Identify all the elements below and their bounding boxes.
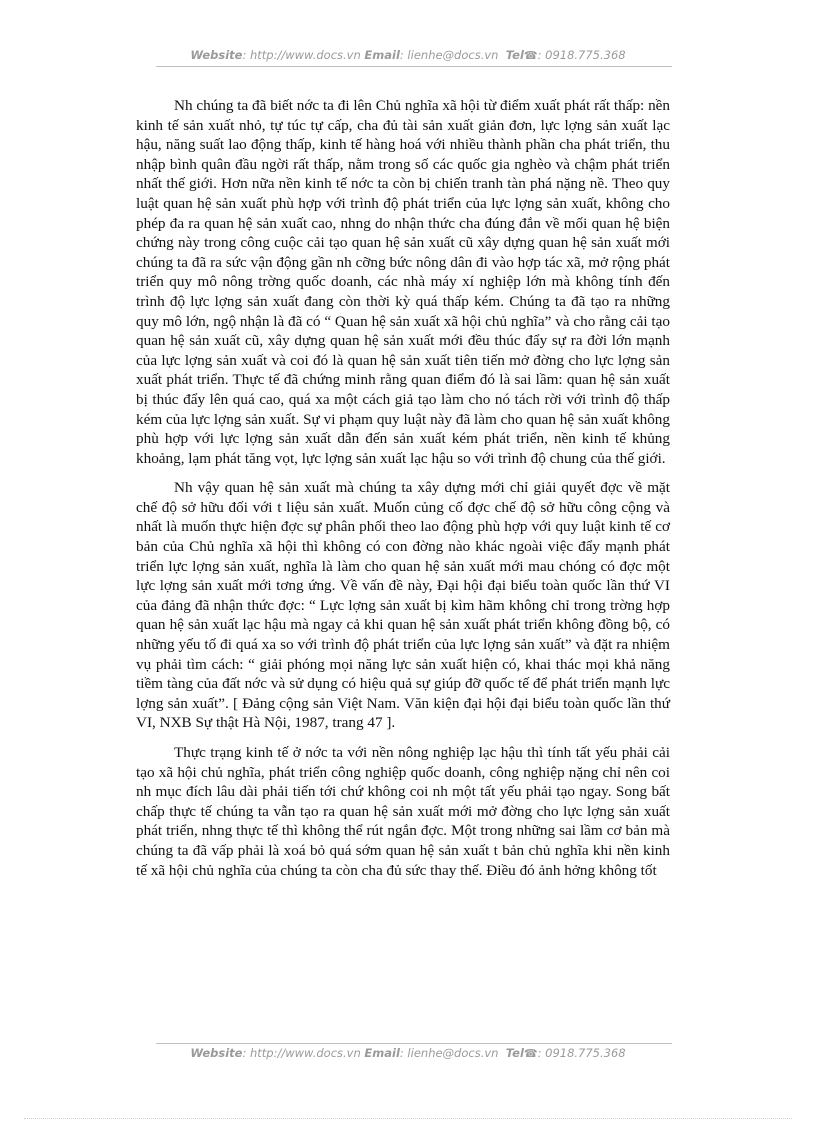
footer-rule (156, 1043, 672, 1044)
phone-icon: ☎ (523, 49, 538, 62)
footer-email-value[interactable]: : lienhe@docs.vn (399, 1046, 499, 1060)
email-value[interactable]: : lienhe@docs.vn (399, 48, 499, 62)
page-header (0, 48, 816, 62)
header-rule (156, 66, 672, 67)
tel-value: : 0918.775.368 (537, 48, 626, 62)
tel-label: Tel (505, 48, 524, 62)
page-footer (0, 1046, 816, 1060)
footer-website-value[interactable]: : http://www.docs.vn (242, 1046, 361, 1060)
footer-tel-value: : 0918.775.368 (537, 1046, 626, 1060)
email-label: Email (364, 48, 400, 62)
footer-website-label: Website (190, 1046, 243, 1060)
phone-icon: ☎ (523, 1047, 538, 1060)
paragraph-2: Nh vậy quan hệ sản xuất mà chúng ta xây dựng mới chỉ giải quyết đợc về mặt chế độ sở hữu đối với t liệu sản xuất. Muốn củng cố đợc chế độ sở hữu công cộng và nhất là muốn thực hiện đợc sự phân phối theo lao động phù hợp với quy luật kinh tế cơ bản của Chủ nghĩa xã hội thì không có con đờng nào khác ngoài việc đẩy mạnh phát triển lực lợng sản xuất, nghĩa là làm cho quan hệ sản xuất mới mau chóng có đợc một lực lợng sản xuất mới tơng ứng. Về vấn đề này, Đại hội đại biểu toàn quốc lần thứ VI của đảng đã nhận thức đợc: “ Lực lợng sản xuất bị kìm hãm không chỉ trong trờng hợp quan hệ sản xuất lạc hậu mà ngay cả khi quan hệ sản xuất phát triển không đồng bộ, có những yếu tố đi quá xa so với trình độ phát triển của lực lợng sản xuất” và đặt ra nhiệm vụ phải tìm cách: “ giải phóng mọi năng lực sản xuất hiện có, khai thác mọi khả năng tiềm tàng của đất nớc và sử dụng có hiệu quả sự giúp đỡ quốc tế để phát triển mạnh lực lợng sản xuất”. [ Đảng cộng sản Việt Nam. Văn kiện đại hội đại biểu toàn quốc lần thứ VI, NXB Sự thật Hà Nội, 1987, trang 47 ]. (136, 479, 670, 732)
paragraph-1: Nh chúng ta đã biết nớc ta đi lên Chủ nghĩa xã hội từ điểm xuất phát rất thấp: nền kinh tế sản xuất nhỏ, tự túc tự cấp, cha đủ tài sản xuất giản đơn, lực lợng sản xuất lạc hậu, năng suất lao động thấp, kinh tế hàng hoá với nhiều thành phần cha phát triển, thu nhập bình quân đầu ngời rất thấp, nằm trong số các quốc gia nghèo và chậm phát triển nhất thế giới. Hơn nữa nền kinh tế nớc ta còn bị chiến tranh tàn phá nặng nề. Theo quy luật quan hệ sản xuất phù hợp với trình độ phát triển của lực lợng sản xuất, không cho phép đa ra quan hệ sản xuất cao, nhng do nhận thức cha đúng đắn về mối quan hệ biện chứng này trong công cuộc cải tạo quan hệ sản xuất cũ xây dựng quan hệ sản xuất mới chúng ta đã ra sức vận động gần nh cỡng bức nông dân đi vào hợp tác xã, mở rộng phát triển quy mô nông trờng quốc doanh, các nhà máy xí nghiệp lớn mà không tính đến trình độ lực lợng sản xuất đang còn thời kỳ quá thấp kém. Chúng ta đã tạo ra những quy mô lớn, ngộ nhận là đã có “ Quan hệ sản xuất xã hội chủ nghĩa” và cho rằng cải tạo quan hệ sản xuất cũ, xây dựng quan hệ sản xuất mới đều thúc đẩy sự ra đời lớn mạnh của lực lợng sản xuất và coi đó là quan hệ sản xuất tiên tiến mở đờng cho lực lợng sản xuất phát triển. Thực tế đã chứng minh rằng quan điểm đó là sai lầm: quan hệ sản xuất bị thúc đẩy lên quá cao, quá xa một cách giả tạo làm cho nó tách rời với trình độ thấp kém của lực lợng sản xuất. Sự vi phạm quy luật này đã làm cho quan hệ sản xuất không phù hợp với lực lợng sản xuất dẫn đến sản xuất kém phát triển, nền kinh tế khủng khoảng, lạm phát tăng vọt, lực lợng sản xuất lạc hậu so với trình độ chung của thế giới. (136, 97, 670, 467)
website-value[interactable]: : http://www.docs.vn (242, 48, 361, 62)
paragraph-3: Thực trạng kinh tế ở nớc ta với nền nông nghiệp lạc hậu thì tính tất yếu phải cải tạo xã hội chủ nghĩa, phát triển công nghiệp quốc doanh, công nghiệp nặng chỉ nên coi nh mục đích lâu dài phải tiến tới chứ không coi nh một tất yếu phải tạo ngay. Song bất chấp thực tế chúng ta vẫn tạo ra quan hệ sản xuất mới mở đờng cho lực lợng sản xuất phát triển, nhng thực tế thì không thể rút ngắn đợc. Một trong những sai lầm cơ bản mà chúng ta đã vấp phải là xoá bỏ quá sớm quan hệ sản xuất t bản chủ nghĩa khi nền kinh tế xã hội chủ nghĩa của chúng ta còn cha đủ sức thay thế. Điều đó ảnh hởng không tốt (136, 744, 670, 879)
document-body (136, 96, 670, 890)
footer-tel-label: Tel (505, 1046, 524, 1060)
footer-email-label: Email (364, 1046, 400, 1060)
website-label: Website (190, 48, 243, 62)
page-bottom-border (24, 1118, 792, 1119)
